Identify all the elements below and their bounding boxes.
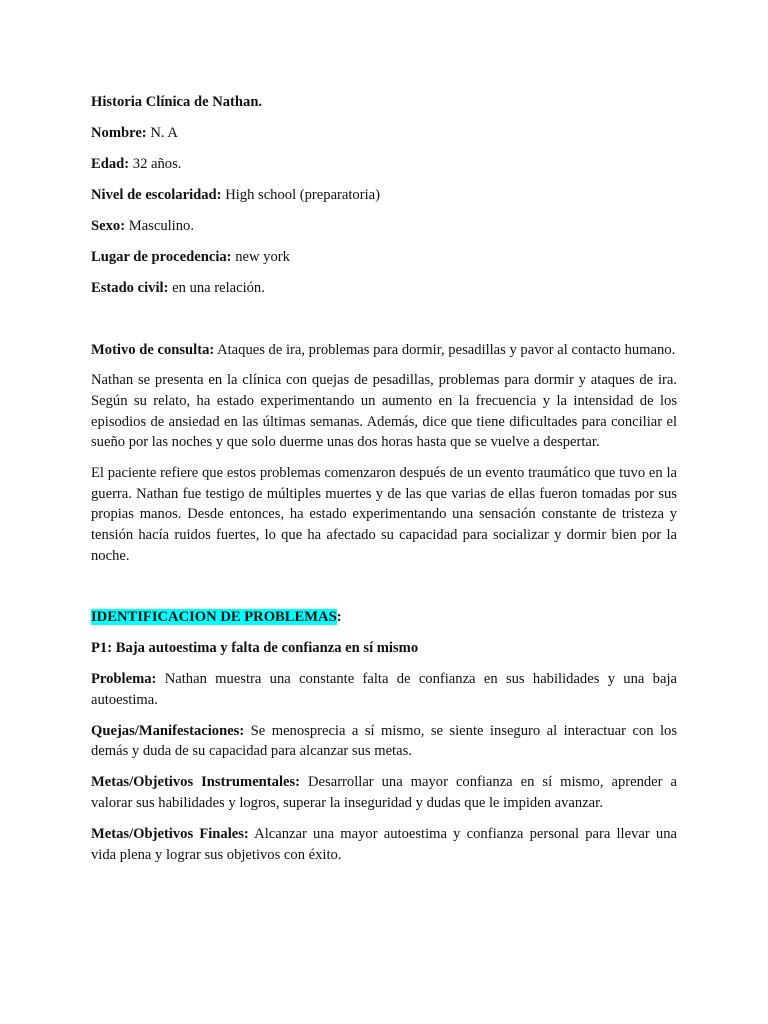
field-estado-civil [91,278,677,299]
motivo-value: Ataques de ira, problemas para dormir, pesadillas y pavor al contacto humano. [217,341,676,358]
field-sexo [91,216,677,237]
problem-item [91,721,677,762]
document-title: Historia Clínica de Nathan. [91,94,263,110]
problem-item-label: Problema: [91,671,157,688]
field-label: Nombre: [91,124,147,141]
field-label: Nivel de escolaridad: [91,186,222,203]
field-label: Lugar de procedencia: [91,248,232,265]
problem-item-value: Nathan muestra una constante falta de confianza en sus habilidades y una baja autoestima. [91,671,677,708]
field-edad [91,154,677,175]
section-heading-colon: : [336,609,342,626]
field-procedencia [91,247,677,268]
problem-title: P1: Baja autoestima y falta de confianza en sí mismo [91,640,419,657]
problem-item-label: Quejas/Manifestaciones: [91,722,245,739]
problem-item-value: Desarrollar una mayor confianza en sí mismo, aprender a valorar sus habilidades y logros, superar la inseguridad y dudas que le impiden avanzar. [91,774,677,811]
problem-item [91,772,677,813]
motivo-label: Motivo de consulta: [91,341,215,358]
field-value: Masculino. [128,217,194,234]
problem-item-value: Alcanzar una mayor autoestima y confianza personal para llevar una vida plena y lograr sus objetivos con éxito. [91,825,677,863]
document-page [91,92,677,865]
field-label: Estado civil: [91,279,169,296]
field-value: N. A [150,124,178,141]
field-label: Sexo: [91,217,126,234]
field-value: High school (preparatoria) [225,186,380,203]
problem-item [91,824,677,865]
section-heading [91,607,677,628]
problem-item-value: Se menosprecia a sí mismo, se siente inseguro al interactuar con los demás y duda de su capacidad para alcanzar sus metas. [91,722,677,760]
problem-item [91,669,677,710]
motivo-consulta [91,340,677,361]
section-heading-text: IDENTIFICACION DE PROBLEMAS [91,609,337,626]
problem-item-label: Metas/Objetivos Finales: [91,825,249,842]
body-paragraph: Nathan se presenta en la clínica con quejas de pesadillas, problemas para dormir y ataques de ira. Según su relato, ha estado experimentando un aumento en la frecuencia y la intensidad de los episodios de ansiedad en las últimas semanas. Además, dice que tiene dificultades para conciliar el sueño por las noches y que solo duerme unas dos horas hasta que se vuelve a despertar. [91,372,677,451]
field-label: Edad: [91,155,130,172]
field-value: 32 años. [132,155,182,172]
field-escolaridad [91,185,677,206]
body-paragraph: El paciente refiere que estos problemas comenzaron después de un evento traumático que tuvo en la guerra. Nathan fue testigo de múltiples muertes y de las que varias de ellas fueron tomadas por sus propias manos. Desde entonces, ha estado experimentando una sensación constante de tristeza y tensión hacía ruidos fuertes, lo que ha afectado su capacidad para socializar y dormir bien por la noche. [91,465,677,564]
field-nombre [91,123,677,144]
field-value: new york [235,248,290,265]
field-value: en una relación. [172,279,265,296]
problem-item-label: Metas/Objetivos Instrumentales: [91,774,301,791]
